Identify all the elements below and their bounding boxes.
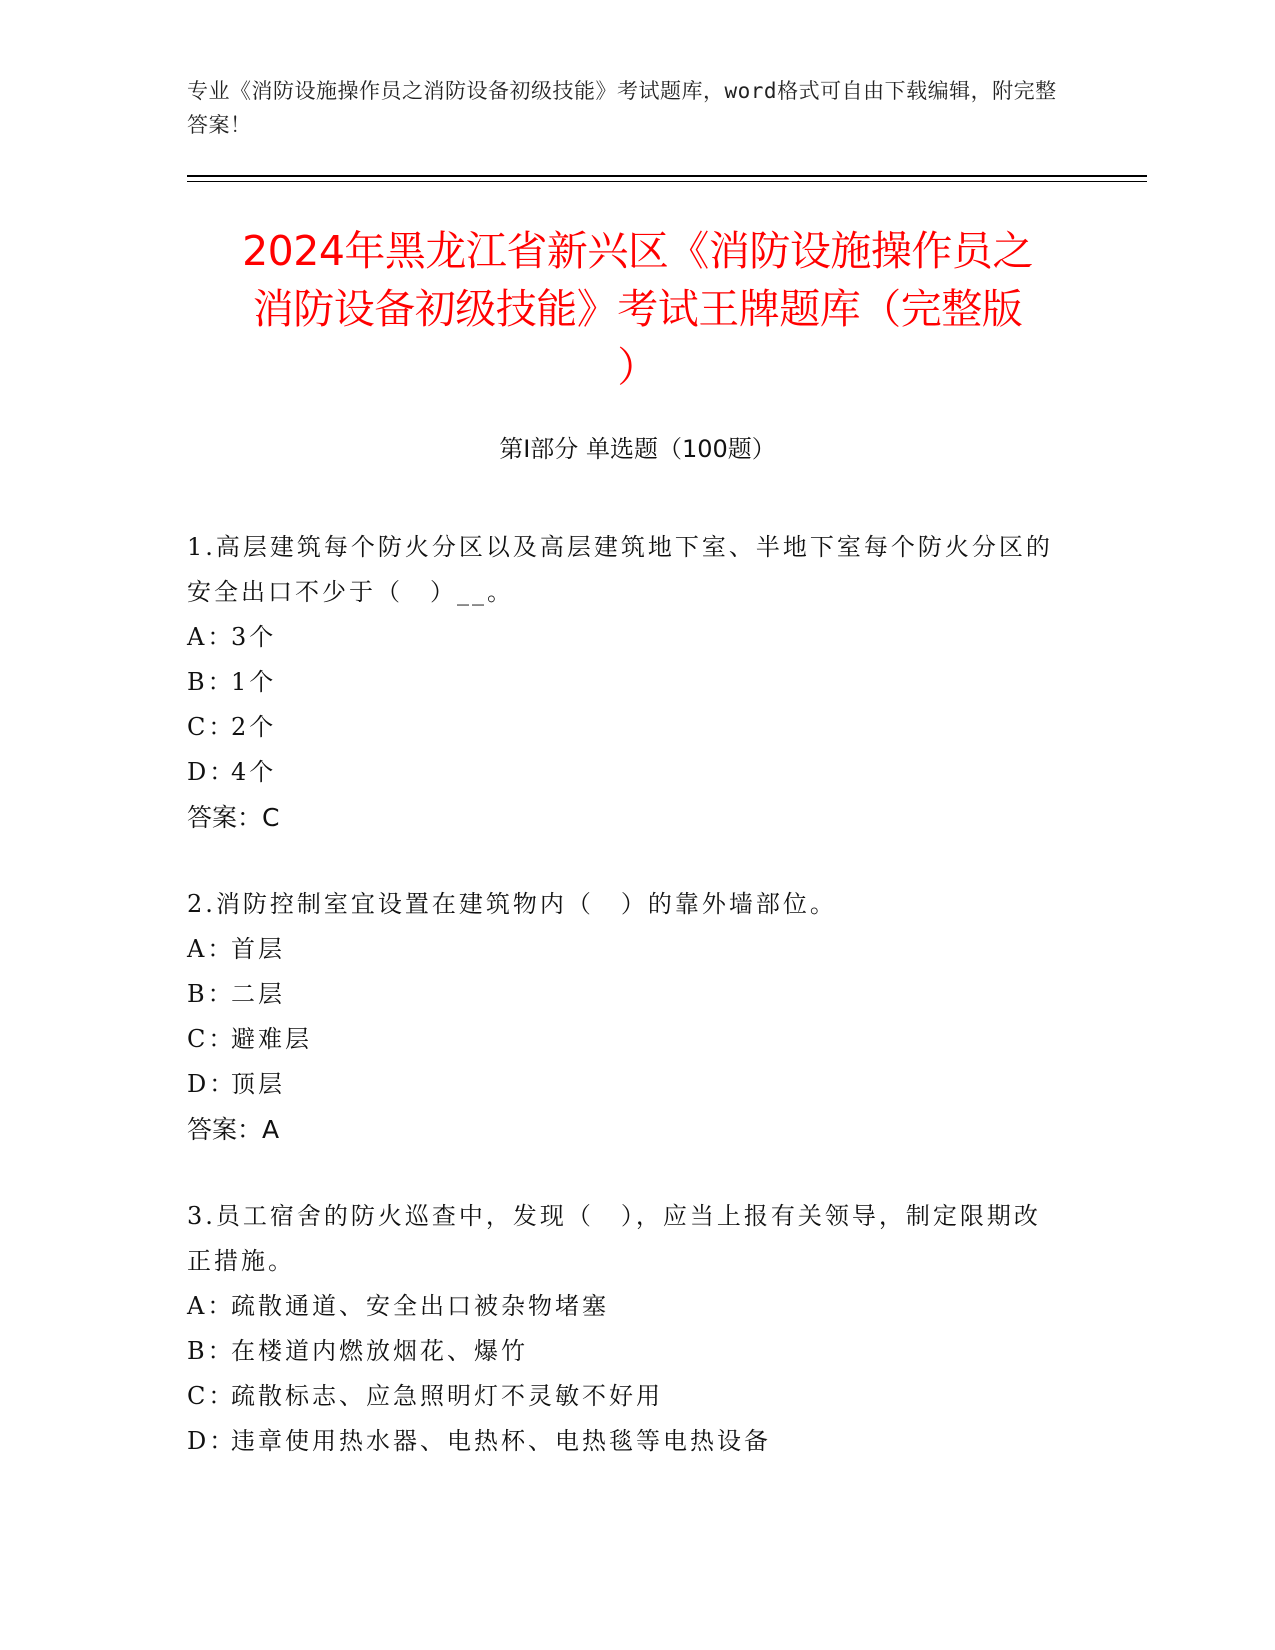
option-text: 在楼道内燃放烟花、爆竹: [231, 1337, 528, 1365]
question-list: [187, 525, 1067, 1506]
question-stem: 3.员工宿舍的防火巡查中，发现（ ），应当上报有关领导，制定限期改正措施。: [187, 1202, 1041, 1275]
option-text: 二层: [231, 980, 285, 1008]
option-a: [187, 927, 1067, 972]
question-item: [187, 882, 1067, 1152]
option-d: [187, 750, 1067, 795]
option-text: 首层: [231, 935, 285, 963]
title-line-1: 2024年黑龙江省新兴区《消防设施操作员之: [242, 227, 1033, 275]
option-key: B：: [187, 668, 235, 696]
option-b: [187, 972, 1067, 1017]
section-title: 第Ⅰ部分 单选题（100题）: [499, 435, 776, 463]
option-key: B：: [187, 1337, 235, 1365]
option-d: [187, 1419, 1067, 1464]
header-note: 专业《消防设施操作员之消防设备初级技能》考试题库，word格式可自由下载编辑，附完整答案！: [187, 79, 1057, 137]
option-b: [187, 660, 1067, 705]
title-line-3: ）: [617, 343, 658, 391]
option-text: 顶层: [231, 1070, 285, 1098]
header-rule-thin: [187, 181, 1147, 182]
option-key: B：: [187, 980, 235, 1008]
option-text: 疏散标志、应急照明灯不灵敏不好用: [231, 1382, 663, 1410]
question-stem: 1.高层建筑每个防火分区以及高层建筑地下室、半地下室每个防火分区的安全出口不少于（ ）__。: [187, 533, 1053, 606]
question-stem: 2.消防控制室宜设置在建筑物内（ ）的靠外墙部位。: [187, 890, 837, 918]
option-key: D：: [187, 758, 237, 786]
option-key: D：: [187, 1070, 237, 1098]
option-a: [187, 615, 1067, 660]
option-text: 避难层: [231, 1025, 312, 1053]
answer-line: 答案：A: [187, 1115, 280, 1144]
option-a: [187, 1284, 1067, 1329]
option-text: 3个: [231, 623, 277, 651]
option-key: C：: [187, 1025, 236, 1053]
option-text: 4个: [231, 758, 277, 786]
option-c: [187, 1374, 1067, 1419]
option-c: [187, 1017, 1067, 1062]
document-title: [160, 222, 1115, 396]
option-key: A：: [187, 623, 235, 651]
question-item: [187, 1194, 1067, 1464]
option-c: [187, 705, 1067, 750]
option-key: C：: [187, 1382, 236, 1410]
option-b: [187, 1329, 1067, 1374]
option-text: 1个: [231, 668, 277, 696]
option-key: A：: [187, 1292, 235, 1320]
option-text: 2个: [231, 713, 277, 741]
answer-line: 答案：C: [187, 803, 280, 832]
option-text: 违章使用热水器、电热杯、电热毯等电热设备: [231, 1427, 771, 1455]
option-key: C：: [187, 713, 236, 741]
option-key: D：: [187, 1427, 237, 1455]
question-item: [187, 525, 1067, 840]
option-text: 疏散通道、安全出口被杂物堵塞: [231, 1292, 609, 1320]
header-rule-thick: [187, 175, 1147, 177]
option-d: [187, 1062, 1067, 1107]
title-line-2: 消防设备初级技能》考试王牌题库（完整版: [252, 285, 1023, 333]
option-key: A：: [187, 935, 235, 963]
